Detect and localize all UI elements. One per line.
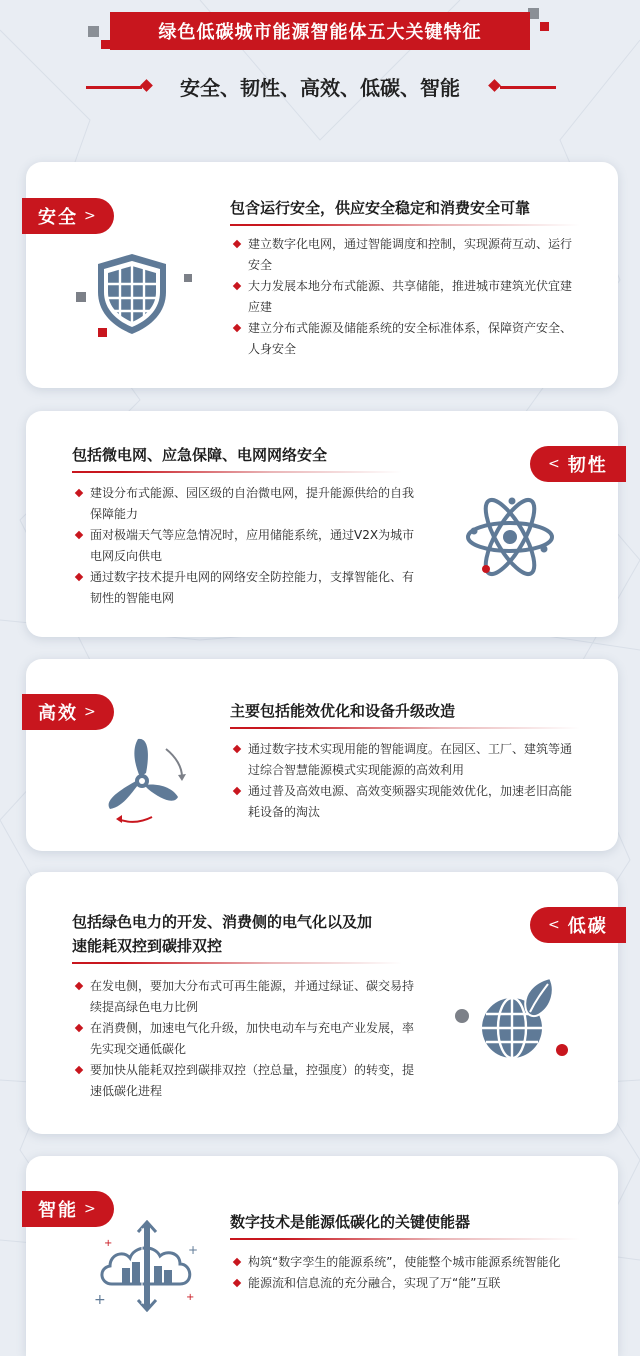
- section-heading: 包括绿色电力的开发、消费侧的电气化以及加速能耗双控到碳排双控: [72, 913, 373, 955]
- tag-label: 安全: [38, 207, 78, 228]
- page-title: 绿色低碳城市能源智能体五大关键特征: [110, 12, 530, 50]
- svg-text:+: +: [104, 1238, 113, 1249]
- svg-text:+: +: [186, 1292, 195, 1303]
- tag-efficiency[interactable]: [22, 694, 114, 730]
- bullet-item: 通过数字技术实现用能的智能调度。在园区、工厂、建筑等通过综合智慧能源模式实现能源的高效利用: [232, 739, 582, 781]
- section-efficiency-card: [26, 659, 618, 851]
- bullet-item: 通过普及高效电源、高效变频器实现能效优化，加速老旧高能耗设备的淘汰: [232, 781, 582, 823]
- bullet-list: [74, 976, 422, 1102]
- bullet-item: 在发电侧，要加大分布式可再生能源，并通过绿证、碳交易持续提高绿色电力比例: [74, 976, 422, 1018]
- section-safety-card: [26, 162, 618, 388]
- section-intelligent-card: [26, 1156, 618, 1356]
- heading-underline: [230, 727, 580, 729]
- heading-underline: [230, 1238, 580, 1240]
- tag-label: 低碳: [567, 916, 608, 937]
- tag-label: 智能: [38, 1200, 78, 1221]
- fan-icon: [94, 733, 190, 829]
- bullet-list: [232, 1252, 582, 1294]
- heading-underline: [72, 962, 402, 964]
- chevron-right-icon: >: [84, 1201, 98, 1217]
- subtitle-line-right: [500, 86, 556, 89]
- bullet-item: 建立数字化电网，通过智能调度和控制，实现源荷互动、运行安全: [232, 234, 582, 276]
- section-heading: 包括微电网、应急保障、电网网络安全: [72, 446, 328, 464]
- bullet-item: 构筑“数字孪生的能源系统”，使能整个城市能源系统智能化: [232, 1252, 582, 1273]
- subtitle-row: [0, 66, 640, 106]
- header: [0, 0, 640, 120]
- bullet-item: 能源流和信息流的充分融合，实现了万“能”互联: [232, 1273, 582, 1294]
- tag-intelligent[interactable]: [22, 1191, 114, 1227]
- shield-icon: [72, 248, 192, 340]
- bullet-item: 建立分布式能源及储能系统的安全标准体系，保障资产安全、人身安全: [232, 318, 582, 360]
- bullet-item: 建设分布式能源、园区级的自治微电网，提升能源供给的自我保障能力: [74, 483, 422, 525]
- page-subtitle: 安全、韧性、高效、低碳、智能: [180, 76, 460, 100]
- bullet-list: [74, 483, 422, 609]
- chevron-right-icon: >: [84, 208, 98, 224]
- decor-square: [101, 40, 110, 49]
- bullet-item: 通过数字技术提升电网的网络安全防控能力，支撑智能化、有韧性的智能电网: [74, 567, 422, 609]
- atom-icon: [460, 491, 560, 581]
- globe-leaf-icon: [454, 976, 574, 1072]
- svg-text:+: +: [188, 1243, 199, 1257]
- cloud-city-icon: [92, 1220, 202, 1312]
- svg-text:+: +: [94, 1292, 106, 1308]
- bullet-item: 大力发展本地分布式能源、共享储能，推进城市建筑光伏宜建应建: [232, 276, 582, 318]
- section-low-carbon-card: [26, 872, 618, 1134]
- section-heading: 数字技术是能源低碳化的关键使能器: [230, 1213, 471, 1231]
- heading-underline: [72, 471, 402, 473]
- subtitle-line-left: [86, 86, 142, 89]
- tag-low-carbon[interactable]: [530, 907, 626, 943]
- bullet-list: [232, 739, 582, 823]
- tag-resilience[interactable]: [530, 446, 626, 482]
- tag-label: 韧性: [567, 455, 608, 476]
- section-heading: 主要包括能效优化和设备升级改造: [230, 702, 456, 720]
- tag-safety[interactable]: [22, 198, 114, 234]
- bullet-item: 在消费侧，加速电气化升级，加快电动车与充电产业发展，率先实现交通低碳化: [74, 1018, 422, 1060]
- bullet-item: 面对极端天气等应急情况时，应用储能系统，通过V2X为城市电网反向供电: [74, 525, 422, 567]
- section-heading: 包含运行安全，供应安全稳定和消费安全可靠: [230, 199, 531, 217]
- tag-label: 高效: [38, 703, 78, 724]
- bullet-list: [232, 234, 582, 360]
- section-resilience-card: [26, 411, 618, 637]
- bullet-item: 要加快从能耗双控到碳排双控（控总量，控强度）的转变，提速低碳化进程: [74, 1060, 422, 1102]
- chevron-right-icon: >: [84, 704, 98, 720]
- chevron-left-icon: <: [548, 917, 562, 933]
- subtitle-diamond-right: [488, 79, 501, 92]
- chevron-left-icon: <: [548, 456, 562, 472]
- heading-underline: [230, 224, 580, 226]
- decor-square: [88, 26, 99, 37]
- decor-square: [540, 22, 549, 31]
